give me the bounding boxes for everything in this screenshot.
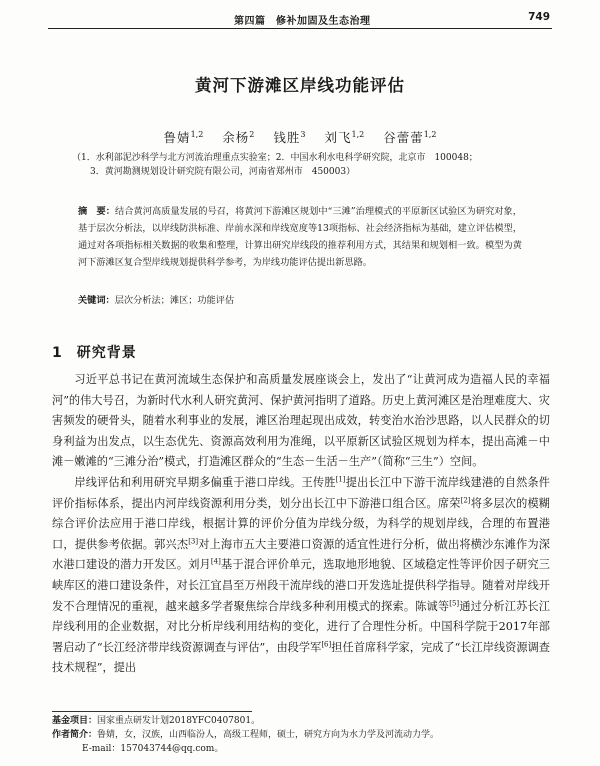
author-list	[0, 128, 600, 146]
author	[222, 130, 254, 145]
author	[383, 130, 436, 145]
paragraph-text: 提出长江中下游干流岸线建港的自然条件评价指标体系，提出内河岸线资源利用分类，划分出长江中下游港口组合区。席荣	[52, 475, 550, 510]
paragraph-text: 对上海市五大主要港口资源的适宜性进行分析，做出将横沙东滩作为深水港口建设的潜力开发区。刘月	[52, 537, 550, 572]
citation-mark: [6]	[321, 639, 332, 648]
citation-mark: [3]	[188, 537, 199, 546]
running-header-section: 第四篇 修补加固及生态治理	[234, 16, 371, 27]
paragraph-text: 通过分析江苏长江岸线利用的企业数据，对比分析岸线利用结构的变化，进行了合理性分析。中国科学院于2017年部署启动了“长江经济带岸线资源调查与评估”，由段学军	[52, 599, 550, 654]
paragraph-text: 岸线评估和利用研究早期多偏重于港口岸线。王传胜	[74, 475, 336, 489]
author-affiliation-mark: 1,2	[423, 129, 437, 139]
section-number: 1	[52, 345, 63, 361]
footnote-fund-label: 基金项目：	[52, 716, 98, 726]
abstract	[78, 203, 522, 271]
paper-title: 黄河下游滩区岸线功能评估	[195, 76, 405, 95]
author-affiliation-mark: 1,2	[190, 129, 204, 139]
running-header	[48, 10, 552, 29]
keywords-label: 关键词：	[78, 295, 115, 306]
author	[164, 130, 204, 145]
affiliation-line: 3．黄河勘测规划设计研究院有限公司，河南省郑州市 450003）	[90, 167, 356, 177]
author-affiliation-mark: 2	[249, 129, 255, 139]
paragraph-text: 将多层次的模糊综合评价法应用于港口岸线，根据计算的评价分值为岸线分级，为科学的规划岸线，合理的布置港口，提供参考依据。郭兴杰	[52, 496, 550, 551]
keywords	[78, 292, 522, 306]
footnote-fund-text: 国家重点研发计划2018YFC0407801。	[97, 716, 261, 726]
footnote-email: E-mail：157043744@qq.com。	[82, 744, 224, 754]
citation-mark: [1]	[335, 475, 346, 484]
footnote-author-text: 鲁婧，女，汉族，山西临汾人，高级工程师，硕士，研究方向为水力学及河流动力学。	[97, 730, 440, 740]
affiliation-line: （1．水利部泥沙科学与北方河流治理重点实验室；2．中国水利水电科学研究院，北京市 100048；	[72, 153, 478, 163]
section-title: 研究背景	[76, 345, 137, 361]
keywords-text: 层次分析法；滩区；功能评估	[114, 295, 235, 306]
author-affiliation-mark: 1,2	[351, 129, 365, 139]
author-name: 谷蕾蕾	[383, 130, 424, 145]
paragraph-text: 基于混合评价单元，选取地形地貌、区域稳定性等评价因子研究三峡库区的港口建设条件，对长江宜昌至万州段干流岸线的港口开发选址提供科学指导。随着对岸线开发不合理情况的重视，越来越多学者聚焦综合岸线多种利用模式的探索。陈诚等	[52, 558, 550, 613]
page-number: 749	[528, 11, 550, 23]
citation-mark: [2]	[460, 495, 471, 504]
footnote-rule	[52, 711, 252, 712]
citation-mark: [5]	[449, 598, 460, 607]
footnote-author-label: 作者简介：	[52, 730, 98, 740]
author	[273, 130, 305, 145]
citation-mark: [4]	[210, 557, 221, 566]
footnote-author	[52, 728, 550, 742]
footnote-fund	[52, 714, 550, 728]
author-affiliation-mark: 3	[300, 129, 306, 139]
author-name: 刘飞	[324, 130, 352, 145]
abstract-label: 摘 要：	[78, 206, 115, 217]
body-paragraph: 习近平总书记在黄河流域生态保护和高质量发展座谈会上，发出了“让黄河成为造福人民的幸福河”的伟大号召，为新时代水利人研究黄河、保护黄河指明了道路。历史上黄河滩区是治理难度大、灾害频发的硬骨头，随着水利事业的发展，滩区治理起现出成效，转变治水治沙思路，以人民群众的切身利益为出发点，以生态优先、资源高效利用为准绳，以平原新区试验区规划为样本，提出高滩－中滩－嫩滩的“三滩分治”模式，打造滩区群众的“生态－生活－生产”（简称“三生”）空间。	[52, 373, 550, 469]
author-name: 余杨	[222, 130, 250, 145]
author-name: 鲁婧	[163, 130, 191, 145]
author-name: 钱胜	[273, 130, 301, 145]
abstract-text: 结合黄河高质量发展的号召，将黄河下游滩区规划中“三滩”治理模式的平原新区试验区为研究对象，基于层次分析法，以岸线防洪标准、岸前水深和岸线宽度等13项指标、社会经济指标为基础，建立评估模型，通过对各项指标相关数据的收集和整理，计算出研究岸线段的推荐利用方式，其结果和规划相一致。模型为黄河下游滩区复合型岸线规划提供科学参考，为岸线功能评估提出新思路。	[78, 206, 522, 268]
section-heading	[52, 342, 137, 362]
paragraph-text: 担任首席科学家，完成了“长江岸线资源调查技术规程”，提出	[52, 640, 550, 675]
body-paragraph	[52, 473, 550, 679]
author	[324, 130, 364, 145]
body-text	[52, 370, 550, 679]
